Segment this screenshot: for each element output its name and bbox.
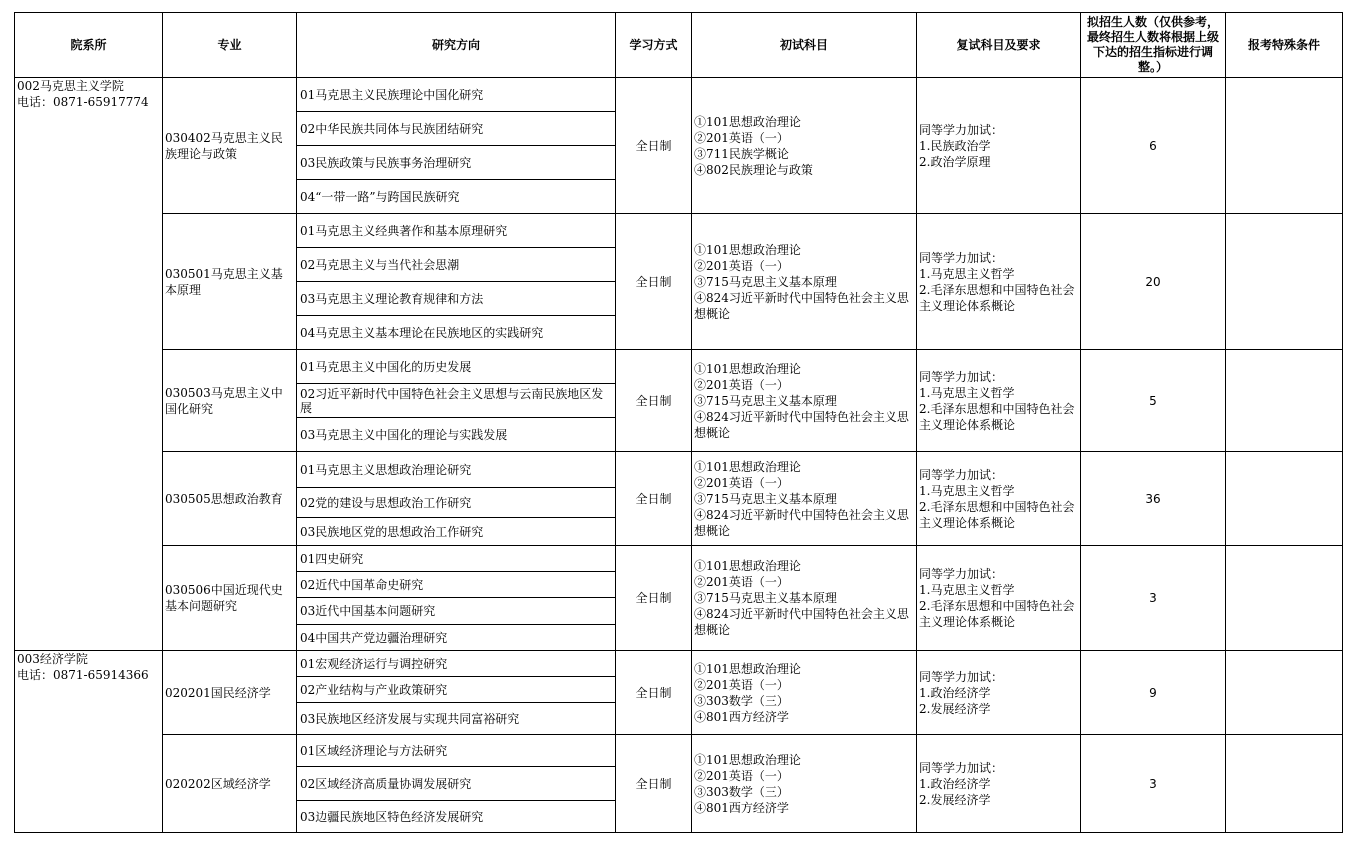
direction-cell: 02党的建设与思想政治工作研究 (297, 488, 616, 518)
quota-cell: 9 (1081, 651, 1226, 735)
table-row (15, 546, 1343, 572)
direction-cell: 03民族地区党的思想政治工作研究 (297, 518, 616, 546)
special-cell (1226, 735, 1343, 833)
direction-cell: 03民族政策与民族事务治理研究 (297, 146, 616, 180)
dept-phone: 电话：0871-65914366 (17, 668, 149, 682)
direction-cell: 01区域经济理论与方法研究 (297, 735, 616, 767)
exam-cell: ①101思想政治理论 ②201英语（一） ③715马克思主义基本原理 ④824习近平新时代中国特色社会主义思想概论 (692, 350, 917, 452)
admissions-table (14, 12, 1343, 833)
direction-cell: 03边疆民族地区特色经济发展研究 (297, 801, 616, 833)
header-exam: 初试科目 (692, 13, 917, 78)
table-row (15, 214, 1343, 248)
direction-cell: 04中国共产党边疆治理研究 (297, 625, 616, 651)
major-cell: 030503马克思主义中国化研究 (163, 350, 297, 452)
quota-cell: 36 (1081, 452, 1226, 546)
quota-cell: 6 (1081, 78, 1226, 214)
header-direction: 研究方向 (297, 13, 616, 78)
mode-cell: 全日制 (616, 350, 692, 452)
mode-cell: 全日制 (616, 214, 692, 350)
direction-cell: 04马克思主义基本理论在民族地区的实践研究 (297, 316, 616, 350)
retest-cell: 同等学力加试： 1.马克思主义哲学 2.毛泽东思想和中国特色社会主义理论体系概论 (917, 452, 1081, 546)
direction-cell: 01马克思主义中国化的历史发展 (297, 350, 616, 384)
direction-cell: 03马克思主义理论教育规律和方法 (297, 282, 616, 316)
special-cell (1226, 214, 1343, 350)
mode-cell: 全日制 (616, 78, 692, 214)
major-cell: 030501马克思主义基本原理 (163, 214, 297, 350)
direction-cell: 02中华民族共同体与民族团结研究 (297, 112, 616, 146)
quota-cell: 5 (1081, 350, 1226, 452)
direction-cell: 02习近平新时代中国特色社会主义思想与云南民族地区发展 (297, 384, 616, 418)
quota-cell: 20 (1081, 214, 1226, 350)
direction-cell: 01马克思主义经典著作和基本原理研究 (297, 214, 616, 248)
major-cell: 030402马克思主义民族理论与政策 (163, 78, 297, 214)
major-cell: 030506中国近现代史基本问题研究 (163, 546, 297, 651)
direction-cell: 02区域经济高质量协调发展研究 (297, 767, 616, 801)
direction-cell: 02马克思主义与当代社会思潮 (297, 248, 616, 282)
direction-cell: 01马克思主义思想政治理论研究 (297, 452, 616, 488)
header-special: 报考特殊条件 (1226, 13, 1343, 78)
retest-cell: 同等学力加试： 1.马克思主义哲学 2.毛泽东思想和中国特色社会主义理论体系概论 (917, 214, 1081, 350)
special-cell (1226, 452, 1343, 546)
table-row (15, 452, 1343, 488)
mode-cell: 全日制 (616, 452, 692, 546)
direction-cell: 03近代中国基本问题研究 (297, 598, 616, 625)
dept-phone: 电话：0871-65917774 (17, 95, 149, 109)
major-cell: 020202区域经济学 (163, 735, 297, 833)
major-cell: 020201国民经济学 (163, 651, 297, 735)
header-dept: 院系所 (15, 13, 163, 78)
major-cell: 030505思想政治教育 (163, 452, 297, 546)
quota-cell: 3 (1081, 735, 1226, 833)
direction-cell: 01马克思主义民族理论中国化研究 (297, 78, 616, 112)
dept-name: 002马克思主义学院 (17, 79, 124, 93)
table-row (15, 735, 1343, 767)
mode-cell: 全日制 (616, 735, 692, 833)
header-mode: 学习方式 (616, 13, 692, 78)
retest-cell: 同等学力加试： 1.民族政治学 2.政治学原理 (917, 78, 1081, 214)
dept-cell (15, 78, 163, 651)
retest-cell: 同等学力加试： 1.政治经济学 2.发展经济学 (917, 651, 1081, 735)
table-row (15, 651, 1343, 677)
exam-cell: ①101思想政治理论 ②201英语（一） ③715马克思主义基本原理 ④824习近平新时代中国特色社会主义思想概论 (692, 546, 917, 651)
header-row (15, 13, 1343, 78)
table-row (15, 78, 1343, 112)
direction-cell: 03马克思主义中国化的理论与实践发展 (297, 418, 616, 452)
exam-cell: ①101思想政治理论 ②201英语（一） ③303数学（三） ④801西方经济学 (692, 735, 917, 833)
direction-cell: 02产业结构与产业政策研究 (297, 677, 616, 703)
dept-name: 003经济学院 (17, 652, 88, 666)
mode-cell: 全日制 (616, 651, 692, 735)
exam-cell: ①101思想政治理论 ②201英语（一） ③303数学（三） ④801西方经济学 (692, 651, 917, 735)
header-retest: 复试科目及要求 (917, 13, 1081, 78)
header-major: 专业 (163, 13, 297, 78)
direction-cell: 01宏观经济运行与调控研究 (297, 651, 616, 677)
mode-cell: 全日制 (616, 546, 692, 651)
direction-cell: 02近代中国革命史研究 (297, 572, 616, 598)
table-row (15, 350, 1343, 384)
exam-cell: ①101思想政治理论 ②201英语（一） ③715马克思主义基本原理 ④824习近平新时代中国特色社会主义思想概论 (692, 214, 917, 350)
special-cell (1226, 78, 1343, 214)
direction-cell: 01四史研究 (297, 546, 616, 572)
quota-cell: 3 (1081, 546, 1226, 651)
exam-cell: ①101思想政治理论 ②201英语（一） ③711民族学概论 ④802民族理论与政策 (692, 78, 917, 214)
retest-cell: 同等学力加试： 1.马克思主义哲学 2.毛泽东思想和中国特色社会主义理论体系概论 (917, 546, 1081, 651)
retest-cell: 同等学力加试： 1.政治经济学 2.发展经济学 (917, 735, 1081, 833)
special-cell (1226, 651, 1343, 735)
dept-cell (15, 651, 163, 833)
direction-cell: 04“一带一路”与跨国民族研究 (297, 180, 616, 214)
special-cell (1226, 350, 1343, 452)
direction-cell: 03民族地区经济发展与实现共同富裕研究 (297, 703, 616, 735)
retest-cell: 同等学力加试： 1.马克思主义哲学 2.毛泽东思想和中国特色社会主义理论体系概论 (917, 350, 1081, 452)
exam-cell: ①101思想政治理论 ②201英语（一） ③715马克思主义基本原理 ④824习近平新时代中国特色社会主义思想概论 (692, 452, 917, 546)
special-cell (1226, 546, 1343, 651)
header-quota: 拟招生人数（仅供参考，最终招生人数将根据上级下达的招生指标进行调整。） (1081, 13, 1226, 78)
